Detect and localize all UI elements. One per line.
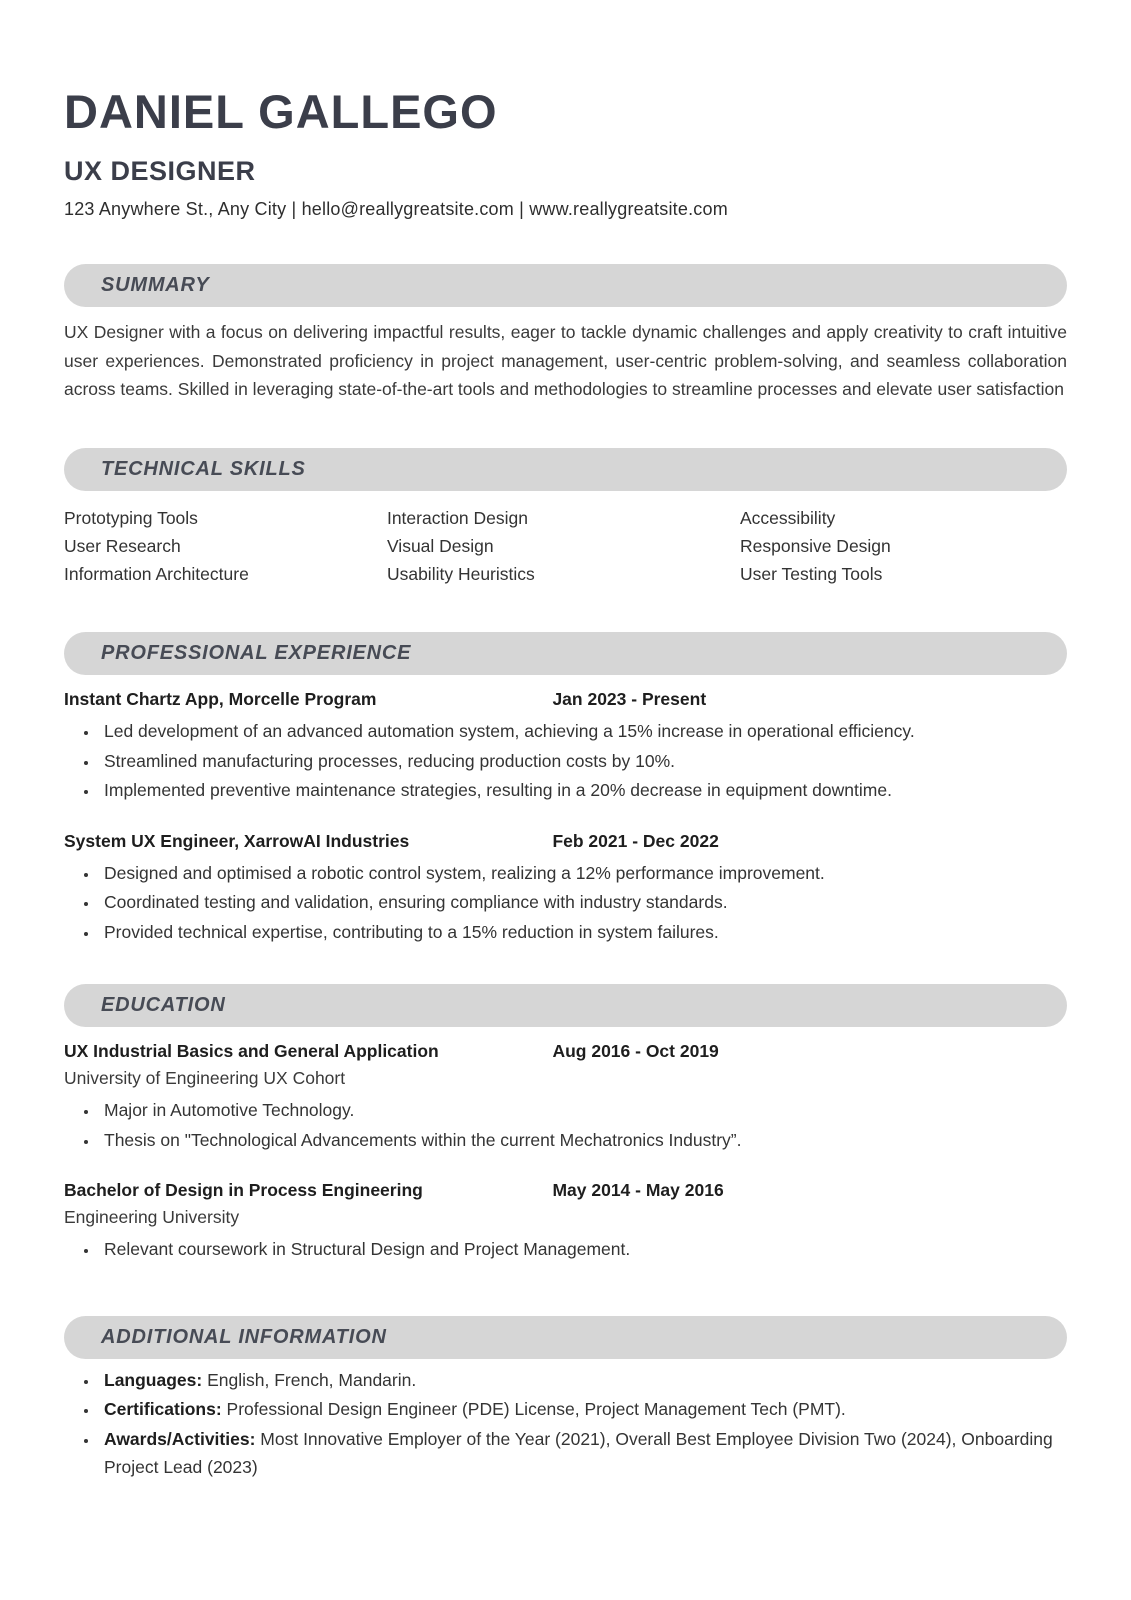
experience-entry-head bbox=[64, 831, 1067, 852]
experience-entry bbox=[64, 831, 1067, 947]
school-name: Engineering University bbox=[64, 1207, 240, 1228]
degree-dates: Aug 2016 - Oct 2019 bbox=[552, 1041, 719, 1062]
education-entry-head bbox=[64, 1041, 1067, 1062]
skills-column-2 bbox=[387, 504, 740, 588]
job-bullet: • Streamlined manufacturing processes, reducing production costs by 10%. bbox=[99, 747, 1067, 776]
job-bullet-list bbox=[64, 859, 1067, 947]
bullet-text: Most Innovative Employer of the Year (2021), Overall Best Employee Division Two (2024), Onboarding Project Lead (2023) bbox=[104, 1428, 1053, 1478]
skills-column-1 bbox=[64, 504, 387, 588]
education-bullet-list bbox=[64, 1235, 1067, 1264]
education-bullet-list bbox=[64, 1096, 1067, 1154]
experience-entry bbox=[64, 689, 1067, 805]
skills-grid bbox=[64, 504, 1067, 588]
degree-dates: May 2014 - May 2016 bbox=[552, 1180, 724, 1201]
section-header-pill bbox=[64, 1316, 1067, 1359]
contact-line: 123 Anywhere St., Any City | hello@reallygreatsite.com | www.reallygreatsite.com bbox=[64, 199, 728, 219]
job-dates: Jan 2023 - Present bbox=[552, 689, 707, 710]
skill-item: Usability Heuristics bbox=[386, 564, 535, 585]
job-title: System UX Engineer, XarrowAI Industries bbox=[64, 830, 410, 851]
section-education bbox=[64, 984, 1067, 1264]
summary-heading: SUMMARY bbox=[101, 274, 210, 296]
education-heading: EDUCATION bbox=[101, 994, 226, 1017]
job-bullet: • Implemented preventive maintenance strategies, resulting in a 20% decrease in equipment downtime. bbox=[99, 776, 1067, 805]
education-bullet: • Major in Automotive Technology. bbox=[99, 1096, 1067, 1125]
skill-item: Information Architecture bbox=[64, 564, 249, 585]
bullet-label: Certifications: bbox=[104, 1399, 222, 1420]
additional-bullet-list bbox=[64, 1366, 1067, 1482]
additional-bullet-certifications bbox=[99, 1395, 1067, 1424]
degree-title: Bachelor of Design in Process Engineering bbox=[64, 1180, 423, 1201]
job-bullet: • Provided technical expertise, contributing to a 15% reduction in system failures. bbox=[99, 918, 1067, 947]
education-entry bbox=[64, 1041, 1067, 1154]
skill-item: User Research bbox=[64, 536, 181, 557]
bullet-text: Professional Design Engineer (PDE) License, Project Management Tech (PMT). bbox=[226, 1399, 846, 1420]
skill-item: Visual Design bbox=[386, 536, 494, 557]
section-header-pill bbox=[64, 632, 1067, 675]
skill-item: Accessibility bbox=[740, 508, 836, 529]
job-bullet: • Coordinated testing and validation, ensuring compliance with industry standards. bbox=[99, 888, 1067, 917]
section-header-pill bbox=[64, 448, 1067, 491]
additional-heading: ADDITIONAL INFORMATION bbox=[101, 1325, 387, 1348]
bullet-label: Awards/Activities: bbox=[104, 1428, 256, 1449]
section-professional-experience bbox=[64, 632, 1067, 946]
bullet-label: Languages: bbox=[104, 1369, 203, 1390]
section-technical-skills bbox=[64, 448, 1067, 588]
job-bullet: • Led development of an advanced automation system, achieving a 15% increase in operational efficiency. bbox=[99, 717, 1067, 746]
experience-entry-head bbox=[64, 689, 1067, 710]
skill-item: Responsive Design bbox=[740, 536, 891, 557]
skill-item: Interaction Design bbox=[386, 508, 529, 529]
additional-bullet-languages bbox=[99, 1366, 1067, 1395]
job-title: Instant Chartz App, Morcelle Program bbox=[64, 689, 377, 710]
summary-paragraph: UX Designer with a focus on delivering impactful results, eager to tackle dynamic challenges and apply creativity to craft intuitive user experiences. Demonstrated proficiency in project management, user-centric problem-solving, and seamless collaboration across teams. Skilled in leveraging state-of-the-art tools and methodologies to streamline processes and elevate user satisfaction bbox=[64, 322, 1067, 400]
education-entry bbox=[64, 1180, 1067, 1264]
skills-column-3 bbox=[740, 504, 1067, 588]
experience-heading: PROFESSIONAL EXPERIENCE bbox=[101, 642, 412, 665]
degree-title: UX Industrial Basics and General Application bbox=[64, 1041, 439, 1062]
bullet-text: English, French, Mandarin. bbox=[207, 1369, 417, 1390]
candidate-name: DANIEL GALLEGO bbox=[64, 85, 498, 138]
education-bullet: • Thesis on "Technological Advancements within the current Mechatronics Industry”. bbox=[99, 1126, 1067, 1155]
job-bullet: • Designed and optimised a robotic control system, realizing a 12% performance improvement. bbox=[99, 859, 1067, 888]
resume-header bbox=[64, 85, 1067, 220]
section-header-pill bbox=[64, 984, 1067, 1027]
skills-heading: TECHNICAL SKILLS bbox=[101, 458, 306, 481]
education-entry-head bbox=[64, 1180, 1067, 1201]
job-dates: Feb 2021 - Dec 2022 bbox=[552, 830, 719, 851]
job-bullet-list bbox=[64, 717, 1067, 805]
additional-bullet-awards bbox=[99, 1425, 1067, 1482]
skill-item: User Testing Tools bbox=[740, 564, 883, 585]
section-additional-information bbox=[64, 1316, 1067, 1482]
education-bullet: • Relevant coursework in Structural Design and Project Management. bbox=[99, 1235, 1067, 1264]
school-name: University of Engineering UX Cohort bbox=[64, 1068, 346, 1089]
skill-item: Prototyping Tools bbox=[64, 508, 198, 529]
candidate-title: UX DESIGNER bbox=[64, 156, 256, 186]
section-summary bbox=[64, 264, 1067, 404]
section-header-pill bbox=[64, 264, 1067, 307]
